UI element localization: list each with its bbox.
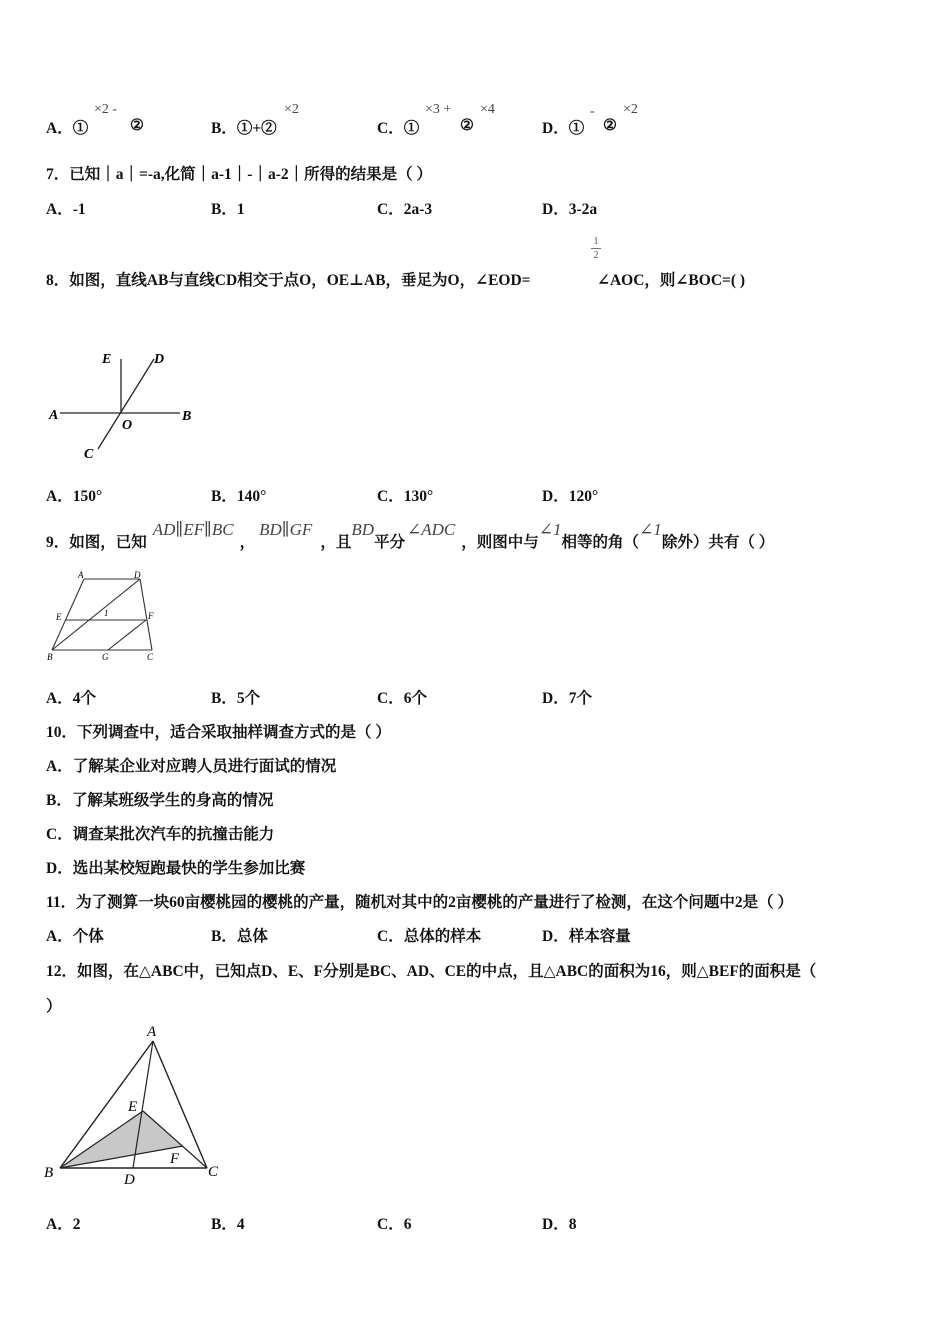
q12-option-c: C．6 bbox=[377, 1216, 412, 1233]
q11-option-c: C．总体的样本 bbox=[377, 928, 482, 945]
q7-option-b: B．1 bbox=[211, 201, 245, 218]
q7-option-c: C．2a-3 bbox=[377, 201, 433, 218]
q8-stem: 8．如图，直线AB与直线CD相交于点O，OE⊥AB，垂足为O，∠EOD= bbox=[46, 272, 531, 289]
q12-figure bbox=[40, 1018, 230, 1188]
q12-stem-continued: ） bbox=[46, 998, 62, 1015]
q9-math-parallel-2: BD∥GF bbox=[259, 520, 313, 539]
q9-line-gf bbox=[108, 620, 146, 650]
q8-figure bbox=[44, 345, 204, 465]
q9-math-angle-1-excluded: ∠1 bbox=[639, 520, 662, 539]
q9-option-d: D．7个 bbox=[542, 690, 592, 707]
q11-option-b: B．总体 bbox=[211, 928, 268, 945]
q11-option-a: A．个体 bbox=[46, 928, 104, 945]
q8-option-a: A．150° bbox=[46, 488, 103, 505]
q11-option-d: D．样本容量 bbox=[542, 928, 631, 945]
q6-option-d-superscript: ×2 bbox=[623, 102, 638, 117]
q7-option-d: D．3-2a bbox=[542, 201, 598, 218]
q12-label-a: A bbox=[147, 1024, 157, 1040]
q8-option-b: B．140° bbox=[211, 488, 267, 505]
q8-label-b: B bbox=[182, 409, 192, 424]
q7-stem: 7．已知｜a｜=-a,化简｜a-1｜-｜a-2｜所得的结果是（ ） bbox=[46, 166, 432, 183]
q6-option-a: A．① bbox=[46, 120, 89, 137]
q6-option-a-tail: ② bbox=[130, 117, 144, 134]
q8-label-a: A bbox=[49, 408, 59, 423]
q9-math-angle-adc: ∠ADC bbox=[407, 520, 456, 539]
q8-fraction bbox=[591, 236, 601, 261]
q10-option-d: D．选出某校短跑最快的学生参加比赛 bbox=[46, 860, 306, 877]
q9-label-a: A bbox=[78, 570, 84, 580]
q12-option-a: A．2 bbox=[46, 1216, 81, 1233]
q12-shaded-triangle-bef bbox=[60, 1111, 183, 1168]
q8-option-c: C．130° bbox=[377, 488, 434, 505]
q8-line-cd bbox=[98, 359, 154, 449]
q8-label-d: D bbox=[154, 352, 165, 367]
q9-label-b: B bbox=[47, 652, 53, 662]
q6-option-b-superscript: ×2 bbox=[284, 102, 299, 117]
q11-stem: 11．为了测算一块60亩樱桃园的樱桃的产量，随机对其中的2亩樱桃的产量进行了检测，在这个问题中2是（ ） bbox=[46, 894, 794, 911]
q8-label-o: O bbox=[122, 418, 133, 433]
q10-option-b: B．了解某班级学生的身高的情况 bbox=[46, 792, 274, 809]
q10-stem: 10．下列调查中，适合采取抽样调查方式的是（ ） bbox=[46, 724, 391, 741]
q6-option-c: C．① bbox=[377, 120, 420, 137]
q10-option-c: C．调查某批次汽车的抗撞击能力 bbox=[46, 826, 275, 843]
q6-option-c-superscript-2: ×4 bbox=[480, 102, 495, 117]
q8-label-e: E bbox=[102, 352, 112, 367]
q12-label-b: B bbox=[44, 1165, 54, 1181]
q9-figure bbox=[44, 568, 169, 664]
q12-stem: 12．如图，在△ABC中，已知点D、E、F分别是BC、AD、CE的中点，且△ABC的面积为16，则△BEF的面积是（ bbox=[46, 963, 817, 980]
q9-math-parallel-1: AD∥EF∥BC bbox=[152, 520, 234, 539]
q7-option-a: A．-1 bbox=[46, 201, 86, 218]
q9-stem: 9．如图，已知AD∥EF∥BC，BD∥GF，且BD平分∠ADC，则图中与∠1相等的角（∠1除外）共有（ ） bbox=[46, 520, 775, 551]
q6-option-d-minus: - bbox=[590, 104, 595, 119]
q12-label-f: F bbox=[170, 1151, 180, 1167]
q6-option-a-superscript: ×2 - bbox=[94, 102, 118, 117]
q9-label-e: E bbox=[56, 612, 62, 622]
q9-option-a: A．4个 bbox=[46, 690, 96, 707]
q9-label-f: F bbox=[148, 611, 154, 621]
q12-option-b: B．4 bbox=[211, 1216, 245, 1233]
q8-label-c: C bbox=[84, 447, 94, 462]
q8-fraction-numerator: 1 bbox=[593, 236, 599, 247]
q9-option-b: B．5个 bbox=[211, 690, 261, 707]
q6-option-d-mid: ② bbox=[603, 117, 617, 134]
q6-option-c-mid: ② bbox=[460, 117, 474, 134]
q12-label-e: E bbox=[128, 1099, 138, 1115]
q9-line-bd bbox=[52, 579, 140, 650]
q9-math-bd: BD bbox=[351, 520, 375, 539]
q12-label-d: D bbox=[124, 1172, 135, 1188]
q8-stem-tail: ∠AOC，则∠BOC=( ) bbox=[597, 272, 746, 289]
q9-math-angle-1: ∠1 bbox=[538, 520, 562, 539]
q9-label-1: 1 bbox=[104, 608, 109, 618]
q9-label-d: D bbox=[134, 570, 141, 580]
q6-option-b: B．①+② bbox=[211, 120, 277, 137]
q9-option-c: C．6个 bbox=[377, 690, 427, 707]
q8-fraction-bar bbox=[591, 248, 601, 249]
q12-label-c: C bbox=[208, 1164, 219, 1180]
q9-label-c: C bbox=[147, 652, 154, 662]
q6-option-d: D．① bbox=[542, 120, 585, 137]
q10-option-a: A．了解某企业对应聘人员进行面试的情况 bbox=[46, 758, 337, 775]
q8-option-d: D．120° bbox=[542, 488, 599, 505]
q12-option-d: D．8 bbox=[542, 1216, 577, 1233]
q8-fraction-denominator: 2 bbox=[593, 250, 599, 261]
q9-label-g: G bbox=[102, 652, 109, 662]
q6-option-c-superscript-1: ×3 + bbox=[425, 102, 452, 117]
